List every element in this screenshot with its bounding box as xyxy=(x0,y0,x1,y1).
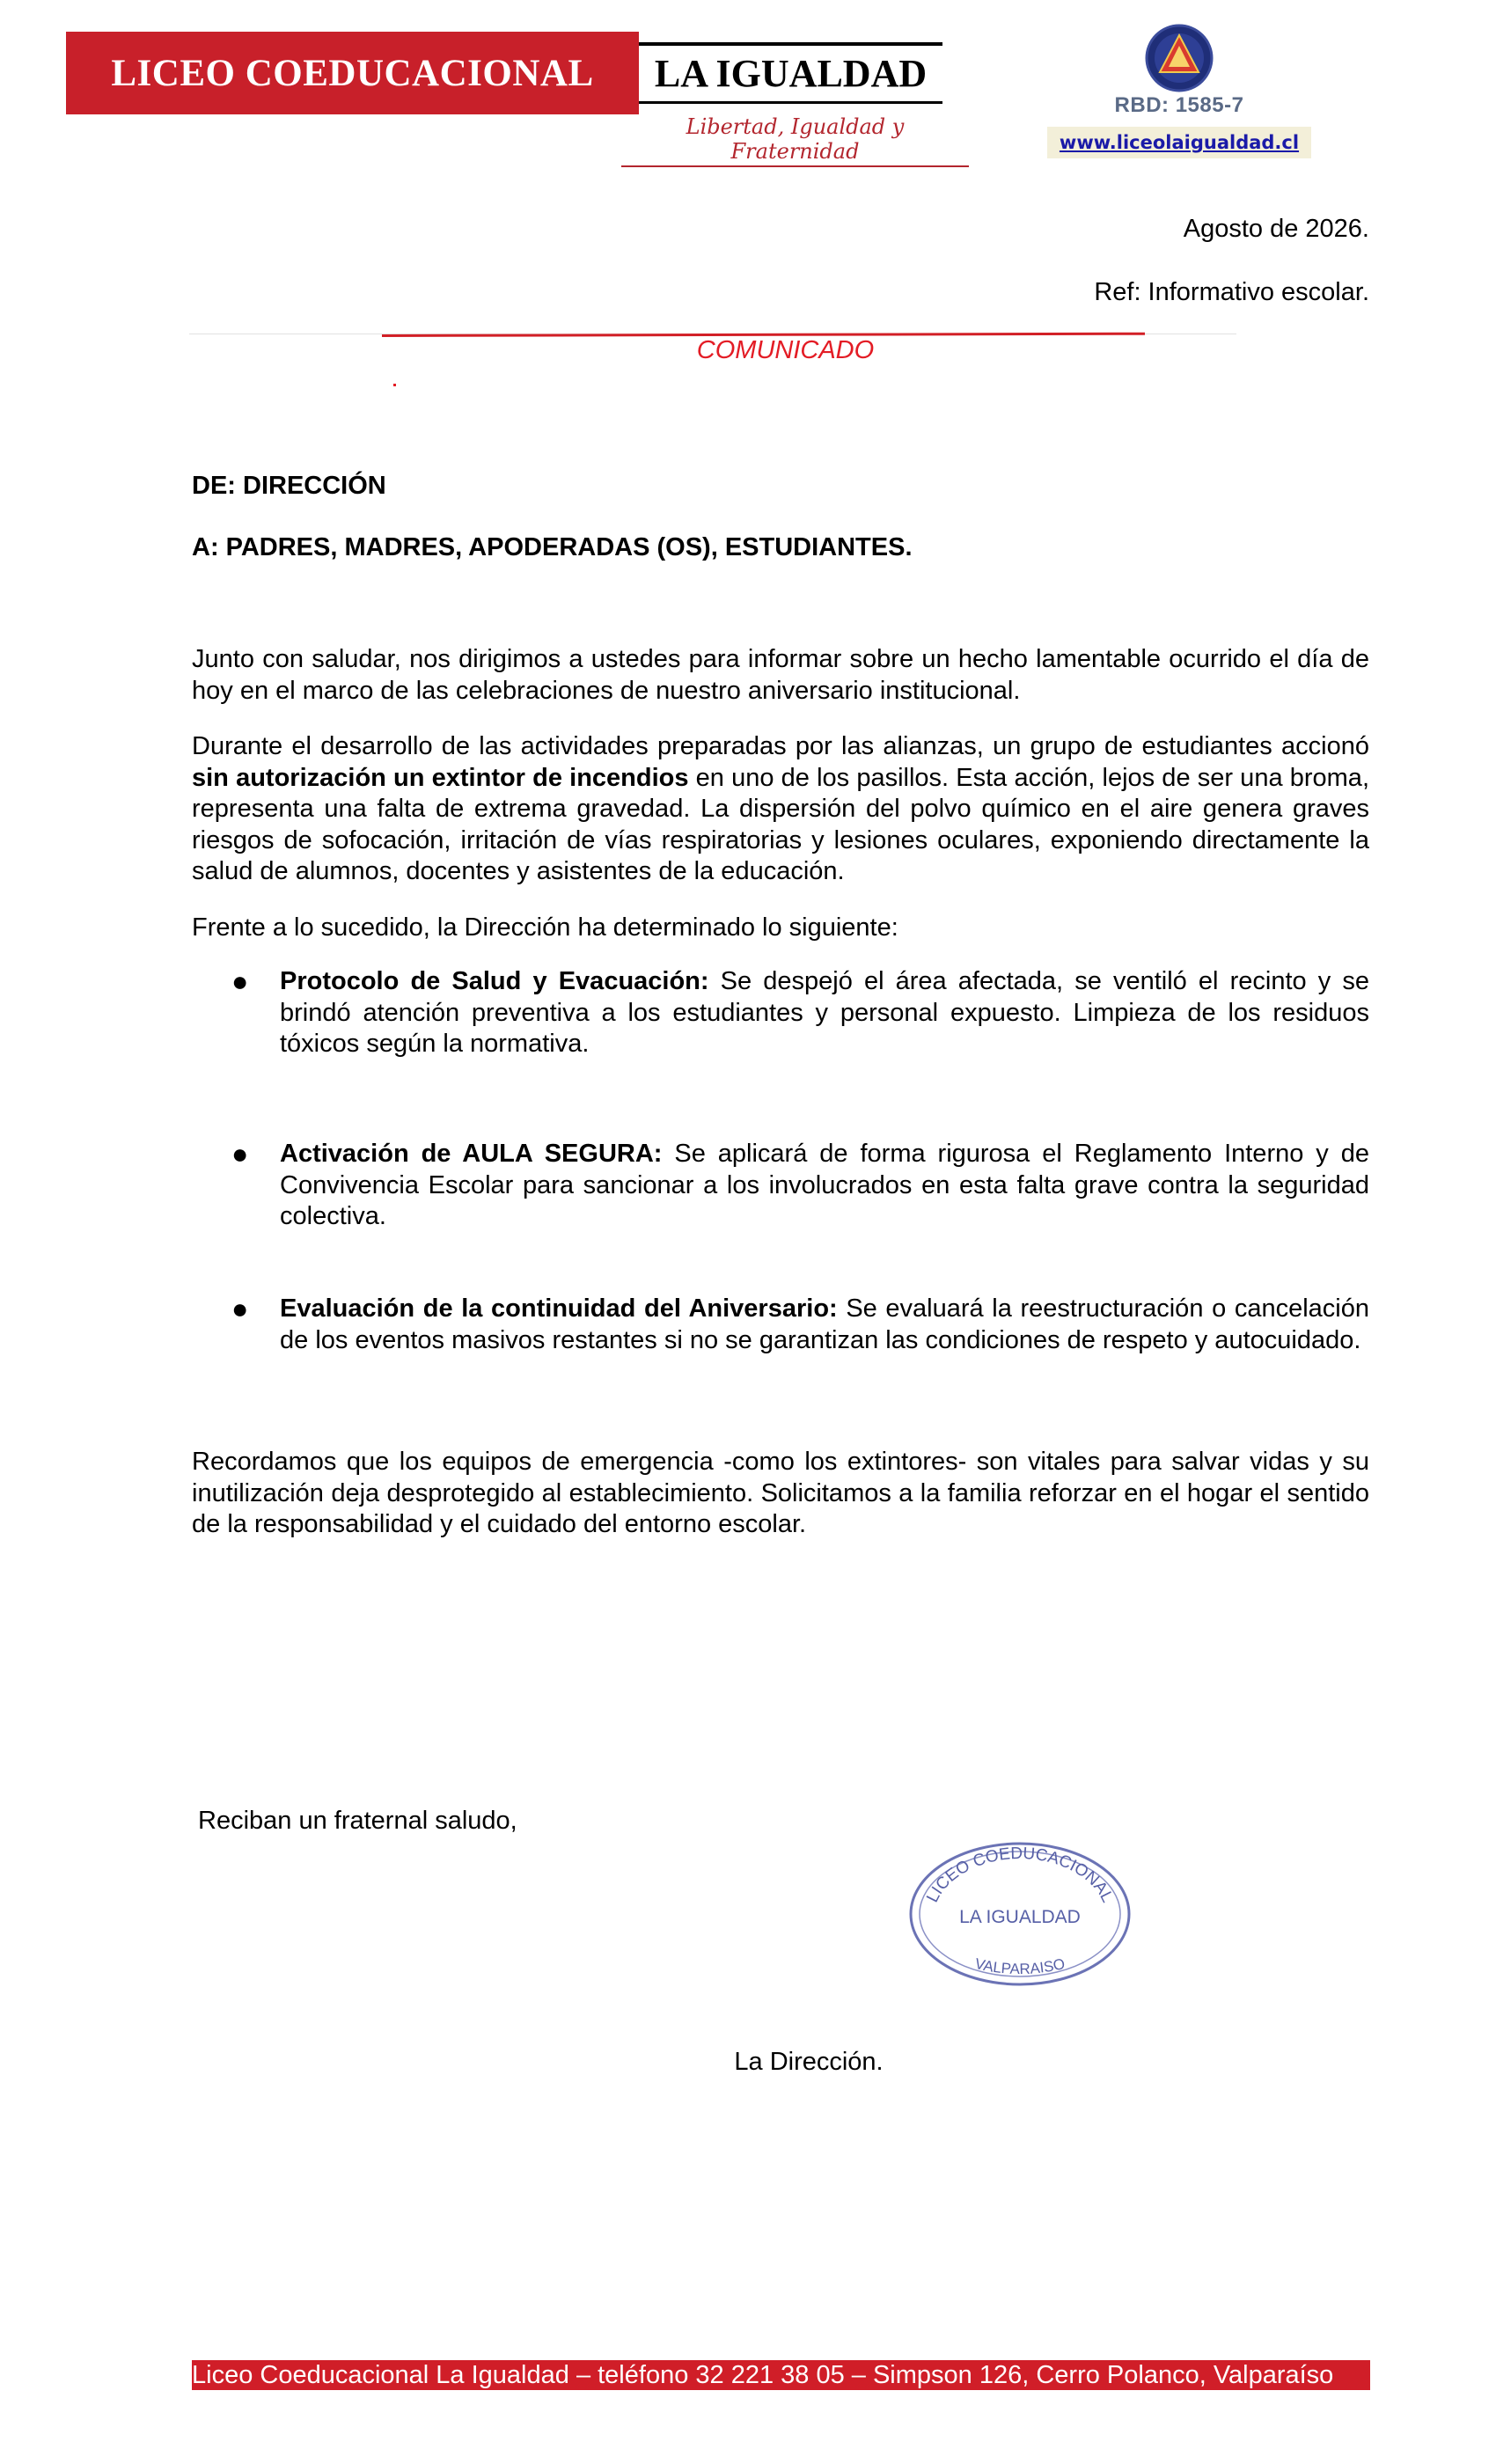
incident-text-1: Durante el desarrollo de las actividades preparadas por las alianzas, un grupo de estudiantes accionó xyxy=(192,732,1369,760)
incident-text-2: en uno de los pasillos. Esta acción, lejos de ser una broma, representa una falta de extrema gravedad. La dispersión del polvo químico en el aire genera graves riesgos de sofocación, irritación de vías respiratorias y lesiones oculares, exponiendo directamente la salud de alumnos, docentes y asistentes de la educación. xyxy=(192,763,1369,885)
measure-text: Se evaluará la reestructuración o cancelación de los eventos masivos restantes si no se garantizan las condiciones de respeto y autocuidado. xyxy=(280,1294,1369,1354)
stamp-top-text: LICEO COEDUCACIONAL xyxy=(923,1844,1117,1906)
brand-motto: Libertad, Igualdad y Fraternidad xyxy=(621,114,969,167)
bullet-icon: ● xyxy=(231,965,249,997)
bullet-icon: ● xyxy=(231,1138,249,1170)
svg-text:VALPARAISO xyxy=(973,1955,1067,1977)
footer-bar: Liceo Coeducacional La Igualdad – teléfono 32 221 38 05 – Simpson 126, Cerro Polanco, Valparaíso xyxy=(192,2360,1370,2390)
signature: La Dirección. xyxy=(734,2048,884,2076)
measure-text: Se aplicará de forma rigurosa el Reglamento Interno y de Convivencia Escolar para sancionar a los involucrados en esta falta grave contra la seguridad colectiva. xyxy=(280,1140,1369,1230)
website-link[interactable]: www.liceolaigualdad.cl xyxy=(1047,127,1311,158)
measure-item xyxy=(280,1294,1369,1356)
measure-item xyxy=(280,966,1369,1060)
decorative-dot xyxy=(393,384,396,386)
rbd-code: RBD: 1585-7 xyxy=(1114,93,1244,117)
school-emblem-icon xyxy=(1144,23,1214,93)
incident-paragraph xyxy=(192,731,1369,888)
document-title: COMUNICADO xyxy=(696,336,875,364)
stamp-middle-text: LA IGUALDAD xyxy=(959,1907,1081,1927)
measure-item xyxy=(280,1139,1369,1233)
from-line: DE: DIRECCIÓN xyxy=(192,472,386,500)
brand-logo xyxy=(639,26,942,164)
incident-highlight: sin autorización un extintor de incendios xyxy=(192,763,689,792)
measure-title: Activación de AULA SEGURA: xyxy=(280,1140,663,1168)
brand-name: LA IGUALDAD xyxy=(639,42,942,104)
measure-title: Evaluación de la continuidad del Aniversario: xyxy=(280,1294,838,1323)
svg-text:LICEO COEDUCACIONAL xyxy=(923,1844,1117,1905)
bullet-icon: ● xyxy=(231,1293,249,1324)
document-reference: Ref: Informativo escolar. xyxy=(1094,278,1369,306)
school-name-banner xyxy=(66,32,639,114)
closing-paragraph: Recordamos que los equipos de emergencia -como los extintores- son vitales para salvar vidas y su inutilización deja desprotegido al establecimiento. Solicitamos a la familia reforzar en el hogar el sentido de la responsabilidad y el cuidado del entorno escolar. xyxy=(192,1448,1369,1538)
measure-text: Se despejó el área afectada, se ventiló el recinto y se brindó atención preventiva a los estudiantes y personal expuesto. Limpieza de los residuos tóxicos según la normativa. xyxy=(280,967,1370,1058)
decision-intro: Frente a lo sucedido, la Dirección ha determinado lo siguiente: xyxy=(192,913,898,942)
school-name: LICEO COEDUCACIONAL xyxy=(111,52,594,94)
to-line: A: PADRES, MADRES, APODERADAS (OS), ESTUDIANTES. xyxy=(192,533,913,561)
closing-greeting: Reciban un fraternal saludo, xyxy=(198,1807,517,1835)
emblem-block xyxy=(1038,23,1320,164)
stamp-bottom-text: VALPARAISO xyxy=(973,1954,1067,1978)
measure-title: Protocolo de Salud y Evacuación: xyxy=(280,967,709,995)
document-date: Agosto de 2026. xyxy=(1183,215,1369,243)
school-stamp-icon xyxy=(906,1839,1133,1989)
intro-paragraph: Junto con saludar, nos dirigimos a ustedes para informar sobre un hecho lamentable ocurrido el día de hoy en el marco de las celebraciones de nuestro aniversario institucional. xyxy=(192,645,1369,705)
